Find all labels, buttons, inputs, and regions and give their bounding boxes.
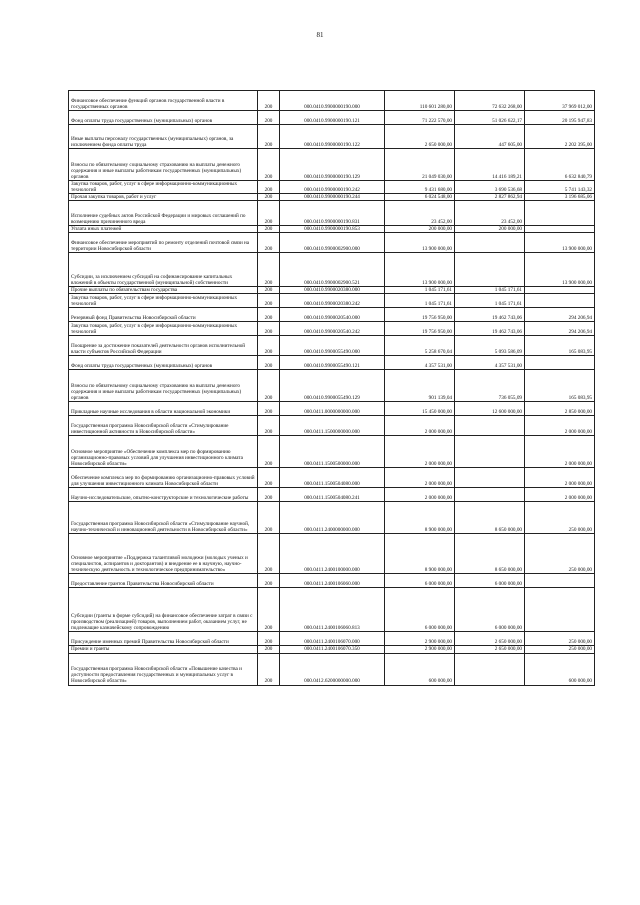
row-classification-code-cell: 000.0410.9900000190.242 bbox=[280, 181, 385, 194]
table-row bbox=[69, 502, 595, 534]
table-row bbox=[69, 402, 595, 416]
row-name-cell: Закупка товаров, работ, услуг в сфере информационно-коммуникационных технологий bbox=[69, 294, 258, 308]
row-classification-code-cell: 000.0412.6200000000.000 bbox=[280, 653, 385, 685]
row-executed-amount-cell: 19 462 743,06 bbox=[455, 308, 525, 322]
row-classification-code-cell: 000.0410.9900000190.853 bbox=[280, 226, 385, 233]
row-name-cell: Взносы по обязательному социальному страхованию на выплаты денежного содержания и иные выплаты работникам государственных (муниципальных) органов bbox=[69, 149, 258, 181]
row-department-code-cell: 200 bbox=[258, 356, 280, 370]
row-name-cell: Резервный фонд Правительства Новосибирской области bbox=[69, 308, 258, 322]
row-department-code-cell: 200 bbox=[258, 201, 280, 226]
row-approved-amount-cell: 6 000 000,00 bbox=[385, 588, 455, 632]
row-unexecuted-amount-cell: 13 900 000,00 bbox=[525, 253, 595, 287]
row-name-cell: Государственная программа Новосибирской области «Стимулирование научной, научно-технической и инновационной деятельности в Новосибирской области» bbox=[69, 502, 258, 534]
table-row bbox=[69, 468, 595, 488]
row-name-cell: Научно-исследовательские, опытно-конструкторские и технологические работы bbox=[69, 488, 258, 502]
row-executed-amount-cell bbox=[455, 488, 525, 502]
row-executed-amount-cell: 8 650 000,00 bbox=[455, 502, 525, 534]
row-approved-amount-cell: 8 900 000,00 bbox=[385, 534, 455, 574]
row-approved-amount-cell: 200 000,00 bbox=[385, 226, 455, 233]
row-name-cell: Поощрение за достижение показателей деятельности органов исполнительной власти субъектов Российской Федерации bbox=[69, 336, 258, 356]
row-executed-amount-cell: 51 026 622,17 bbox=[455, 111, 525, 125]
row-classification-code-cell: 000.0410.9900020380.242 bbox=[280, 294, 385, 308]
row-approved-amount-cell: 9 431 680,00 bbox=[385, 181, 455, 194]
row-executed-amount-cell: 12 600 000,00 bbox=[455, 402, 525, 416]
row-unexecuted-amount-cell: 294 206,94 bbox=[525, 308, 595, 322]
row-department-code-cell: 200 bbox=[258, 436, 280, 468]
row-executed-amount-cell: 19 462 743,06 bbox=[455, 322, 525, 336]
row-name-cell: Субсидии (гранты в форме субсидий) на финансовое обеспечение затрат в связи с производством (реализацией) товаров, выполнением работ, оказанием услуг, не подлежащие казначейскому сопровождению bbox=[69, 588, 258, 632]
row-classification-code-cell: 000.0410.9900000190.000 bbox=[280, 91, 385, 111]
row-unexecuted-amount-cell: 294 206,94 bbox=[525, 322, 595, 336]
row-approved-amount-cell: 15 450 000,00 bbox=[385, 402, 455, 416]
row-name-cell: Фонд оплаты труда государственных (муниципальных) органов bbox=[69, 111, 258, 125]
row-executed-amount-cell bbox=[455, 416, 525, 436]
table-row bbox=[69, 646, 595, 653]
row-name-cell: Финансовое обеспечение функций органов государственной власти в государственных органов bbox=[69, 91, 258, 111]
row-department-code-cell: 200 bbox=[258, 336, 280, 356]
row-executed-amount-cell: 447 605,00 bbox=[455, 125, 525, 149]
table-row bbox=[69, 336, 595, 356]
table-row bbox=[69, 91, 595, 111]
row-executed-amount-cell: 23 452,00 bbox=[455, 201, 525, 226]
row-unexecuted-amount-cell bbox=[525, 574, 595, 588]
row-approved-amount-cell: 901 139,04 bbox=[385, 370, 455, 402]
row-name-cell: Присуждение именных премий Правительства Новосибирской области bbox=[69, 632, 258, 646]
table-row bbox=[69, 488, 595, 502]
row-department-code-cell: 200 bbox=[258, 149, 280, 181]
row-unexecuted-amount-cell: 600 000,00 bbox=[525, 653, 595, 685]
row-name-cell: Основное мероприятие «Поддержка талантливой молодежи (молодых ученых и специалистов, аспирантов и докторантов) и внедрение ее в научную, научно-техническую деятельность и технологическое предпринимательство» bbox=[69, 534, 258, 574]
table-row bbox=[69, 322, 595, 336]
row-classification-code-cell: 000.0411.2400106070.000 bbox=[280, 632, 385, 646]
row-unexecuted-amount-cell bbox=[525, 588, 595, 632]
row-unexecuted-amount-cell bbox=[525, 294, 595, 308]
row-approved-amount-cell: 2 000 000,00 bbox=[385, 416, 455, 436]
row-department-code-cell: 200 bbox=[258, 646, 280, 653]
page-number: 81 bbox=[316, 31, 324, 39]
row-name-cell: Финансовое обеспечение мероприятий по ремонту отделений почтовой связи на территории Новосибирской области bbox=[69, 233, 258, 253]
row-executed-amount-cell: 5 093 586,09 bbox=[455, 336, 525, 356]
row-executed-amount-cell: 8 650 000,00 bbox=[455, 534, 525, 574]
table-row bbox=[69, 194, 595, 201]
row-unexecuted-amount-cell bbox=[525, 356, 595, 370]
row-classification-code-cell: 000.0410.9900000190.122 bbox=[280, 125, 385, 149]
row-executed-amount-cell: 3 690 536,68 bbox=[455, 181, 525, 194]
row-approved-amount-cell: 19 756 950,00 bbox=[385, 322, 455, 336]
row-classification-code-cell: 000.0410.9900000190.244 bbox=[280, 194, 385, 201]
table-row bbox=[69, 253, 595, 287]
row-approved-amount-cell: 2 900 000,00 bbox=[385, 646, 455, 653]
row-department-code-cell: 200 bbox=[258, 632, 280, 646]
table-row bbox=[69, 356, 595, 370]
row-name-cell: Премии и гранты bbox=[69, 646, 258, 653]
row-unexecuted-amount-cell: 5 741 143,32 bbox=[525, 181, 595, 194]
row-name-cell: Государственная программа Новосибирской области «Стимулирование инвестиционной активности в Новосибирской области» bbox=[69, 416, 258, 436]
row-classification-code-cell: 000.0410.9900020540.242 bbox=[280, 322, 385, 336]
row-classification-code-cell: 000.0410.9900002900.521 bbox=[280, 253, 385, 287]
row-unexecuted-amount-cell: 2 000 000,00 bbox=[525, 436, 595, 468]
row-executed-amount-cell: 736 055,09 bbox=[455, 370, 525, 402]
row-name-cell: Исполнение судебных актов Российской Федерации и мировых соглашений по возмещению причиненного вреда bbox=[69, 201, 258, 226]
row-approved-amount-cell: 110 601 280,00 bbox=[385, 91, 455, 111]
row-executed-amount-cell: 2 650 000,00 bbox=[455, 632, 525, 646]
row-classification-code-cell: 000.0410.9900055490.121 bbox=[280, 356, 385, 370]
row-unexecuted-amount-cell: 20 195 947,83 bbox=[525, 111, 595, 125]
row-classification-code-cell: 000.0411.1500504080.000 bbox=[280, 468, 385, 488]
row-department-code-cell: 200 bbox=[258, 468, 280, 488]
row-classification-code-cell: 000.0411.2400106060.813 bbox=[280, 588, 385, 632]
table-row bbox=[69, 370, 595, 402]
row-approved-amount-cell: 1 045 171,61 bbox=[385, 287, 455, 294]
row-department-code-cell: 200 bbox=[258, 91, 280, 111]
row-department-code-cell: 200 bbox=[258, 322, 280, 336]
row-unexecuted-amount-cell: 37 969 012,00 bbox=[525, 91, 595, 111]
row-executed-amount-cell: 200 000,00 bbox=[455, 226, 525, 233]
row-classification-code-cell: 000.0411.2400000000.000 bbox=[280, 502, 385, 534]
row-approved-amount-cell: 2 650 000,00 bbox=[385, 125, 455, 149]
table-row bbox=[69, 111, 595, 125]
table-row bbox=[69, 294, 595, 308]
table-row bbox=[69, 588, 595, 632]
row-approved-amount-cell: 2 900 000,00 bbox=[385, 632, 455, 646]
table-row bbox=[69, 233, 595, 253]
row-name-cell: Предоставление грантов Правительства Новосибирской области bbox=[69, 574, 258, 588]
row-department-code-cell: 200 bbox=[258, 488, 280, 502]
row-name-cell: Закупка товаров, работ, услуг в сфере информационно-коммуникационных технологий bbox=[69, 322, 258, 336]
row-unexecuted-amount-cell: 250 000,00 bbox=[525, 646, 595, 653]
row-classification-code-cell: 000.0410.9900020380.000 bbox=[280, 287, 385, 294]
row-classification-code-cell: 000.0411.1500000000.000 bbox=[280, 416, 385, 436]
row-approved-amount-cell: 2 000 000,00 bbox=[385, 488, 455, 502]
row-executed-amount-cell bbox=[455, 653, 525, 685]
row-unexecuted-amount-cell bbox=[525, 226, 595, 233]
row-classification-code-cell: 000.0410.9900055490.000 bbox=[280, 336, 385, 356]
row-unexecuted-amount-cell: 2 000 000,00 bbox=[525, 468, 595, 488]
table-row bbox=[69, 632, 595, 646]
row-executed-amount-cell bbox=[455, 468, 525, 488]
table-row bbox=[69, 226, 595, 233]
row-classification-code-cell: 000.0410.9900055490.129 bbox=[280, 370, 385, 402]
row-approved-amount-cell: 2 000 000,00 bbox=[385, 468, 455, 488]
row-name-cell: Прикладные научные исследования в области национальной экономики bbox=[69, 402, 258, 416]
row-name-cell: Основное мероприятие «Обеспечение комплекса мер по формированию организационно-правовых условий для улучшения инвестиционного климата Новосибирской области» bbox=[69, 436, 258, 468]
row-department-code-cell: 200 bbox=[258, 534, 280, 574]
row-classification-code-cell: 000.0410.9900020540.000 bbox=[280, 308, 385, 322]
row-unexecuted-amount-cell: 2 000 000,00 bbox=[525, 488, 595, 502]
table-row bbox=[69, 574, 595, 588]
row-classification-code-cell: 000.0410.9900000190.129 bbox=[280, 149, 385, 181]
row-classification-code-cell: 000.0410.9900000190.121 bbox=[280, 111, 385, 125]
row-name-cell: Уплата иных платежей bbox=[69, 226, 258, 233]
row-unexecuted-amount-cell: 250 000,00 bbox=[525, 632, 595, 646]
row-executed-amount-cell bbox=[455, 436, 525, 468]
row-approved-amount-cell: 13 900 000,00 bbox=[385, 253, 455, 287]
row-executed-amount-cell: 72 632 268,00 bbox=[455, 91, 525, 111]
row-executed-amount-cell: 6 000 000,00 bbox=[455, 588, 525, 632]
row-name-cell: Фонд оплаты труда государственных (муниципальных) органов bbox=[69, 356, 258, 370]
row-classification-code-cell: 000.0411.0000000000.000 bbox=[280, 402, 385, 416]
row-department-code-cell: 200 bbox=[258, 370, 280, 402]
row-name-cell: Иные выплаты персоналу государственных (муниципальных) органов, за исключением фонда оплаты труда bbox=[69, 125, 258, 149]
row-approved-amount-cell: 600 000,00 bbox=[385, 653, 455, 685]
row-approved-amount-cell: 6 024 548,00 bbox=[385, 194, 455, 201]
row-department-code-cell: 200 bbox=[258, 111, 280, 125]
row-name-cell: Взносы по обязательному социальному страхованию на выплаты денежного содержания и иные выплаты работникам государственных (муниципальных) органов bbox=[69, 370, 258, 402]
row-name-cell: Обеспечение комплекса мер по формированию организационно-правовых условий для улучшения инвестиционного климата Новосибирской области bbox=[69, 468, 258, 488]
row-department-code-cell: 200 bbox=[258, 294, 280, 308]
row-name-cell: Прочая закупка товаров, работ и услуг bbox=[69, 194, 258, 201]
row-department-code-cell: 200 bbox=[258, 574, 280, 588]
row-department-code-cell: 200 bbox=[258, 125, 280, 149]
row-department-code-cell: 200 bbox=[258, 502, 280, 534]
table-row bbox=[69, 308, 595, 322]
table-row bbox=[69, 416, 595, 436]
row-executed-amount-cell: 2 827 862,94 bbox=[455, 194, 525, 201]
row-department-code-cell: 200 bbox=[258, 308, 280, 322]
row-classification-code-cell: 000.0410.9900002900.000 bbox=[280, 233, 385, 253]
row-classification-code-cell: 000.0411.1500500000.000 bbox=[280, 436, 385, 468]
row-approved-amount-cell: 71 222 570,00 bbox=[385, 111, 455, 125]
row-approved-amount-cell: 21 049 030,00 bbox=[385, 149, 455, 181]
row-approved-amount-cell: 2 000 000,00 bbox=[385, 436, 455, 468]
row-name-cell: Государственная программа Новосибирской области «Повышение качества и доступности предоставления государственных и муниципальных услуг в Новосибирской области» bbox=[69, 653, 258, 685]
row-classification-code-cell: 000.0411.2400106060.000 bbox=[280, 574, 385, 588]
row-department-code-cell: 200 bbox=[258, 194, 280, 201]
row-executed-amount-cell: 2 650 000,00 bbox=[455, 646, 525, 653]
row-executed-amount-cell: 14 416 189,21 bbox=[455, 149, 525, 181]
row-approved-amount-cell: 1 045 171,61 bbox=[385, 294, 455, 308]
table-row bbox=[69, 181, 595, 194]
row-unexecuted-amount-cell: 2 202 395,00 bbox=[525, 125, 595, 149]
row-unexecuted-amount-cell: 2 850 000,00 bbox=[525, 402, 595, 416]
row-executed-amount-cell: 1 045 171,61 bbox=[455, 287, 525, 294]
row-classification-code-cell: 000.0411.2400106070.350 bbox=[280, 646, 385, 653]
row-name-cell: Субсидии, за исключением субсидий на софинансирование капитальных вложений в объекты государственной (муниципальной) собственности bbox=[69, 253, 258, 287]
row-department-code-cell: 200 bbox=[258, 226, 280, 233]
row-approved-amount-cell: 6 000 000,00 bbox=[385, 574, 455, 588]
row-name-cell: Прочие выплаты по обязательствам государства bbox=[69, 287, 258, 294]
row-unexecuted-amount-cell: 165 083,95 bbox=[525, 370, 595, 402]
table-row bbox=[69, 287, 595, 294]
row-department-code-cell: 200 bbox=[258, 181, 280, 194]
row-unexecuted-amount-cell: 13 900 000,00 bbox=[525, 233, 595, 253]
row-unexecuted-amount-cell: 2 000 000,00 bbox=[525, 416, 595, 436]
row-classification-code-cell: 000.0411.2400100000.000 bbox=[280, 534, 385, 574]
row-department-code-cell: 200 bbox=[258, 233, 280, 253]
row-unexecuted-amount-cell: 6 632 840,79 bbox=[525, 149, 595, 181]
row-approved-amount-cell: 8 900 000,00 bbox=[385, 502, 455, 534]
row-department-code-cell: 200 bbox=[258, 416, 280, 436]
row-department-code-cell: 200 bbox=[258, 253, 280, 287]
table-row bbox=[69, 149, 595, 181]
row-executed-amount-cell: 1 045 171,61 bbox=[455, 294, 525, 308]
row-classification-code-cell: 000.0410.9900000190.831 bbox=[280, 201, 385, 226]
row-executed-amount-cell bbox=[455, 253, 525, 287]
row-unexecuted-amount-cell: 165 083,95 bbox=[525, 336, 595, 356]
row-approved-amount-cell: 13 900 000,00 bbox=[385, 233, 455, 253]
row-approved-amount-cell: 19 756 950,00 bbox=[385, 308, 455, 322]
row-executed-amount-cell: 6 000 000,00 bbox=[455, 574, 525, 588]
table-row bbox=[69, 436, 595, 468]
table-row bbox=[69, 653, 595, 685]
row-department-code-cell: 200 bbox=[258, 653, 280, 685]
row-classification-code-cell: 000.0411.1500504080.241 bbox=[280, 488, 385, 502]
row-approved-amount-cell: 5 258 670,04 bbox=[385, 336, 455, 356]
row-unexecuted-amount-cell bbox=[525, 287, 595, 294]
row-unexecuted-amount-cell: 250 000,00 bbox=[525, 534, 595, 574]
table-row bbox=[69, 201, 595, 226]
row-approved-amount-cell: 23 452,00 bbox=[385, 201, 455, 226]
budget-table-body bbox=[69, 91, 595, 686]
row-approved-amount-cell: 4 357 531,00 bbox=[385, 356, 455, 370]
row-executed-amount-cell: 4 357 531,00 bbox=[455, 356, 525, 370]
row-department-code-cell: 200 bbox=[258, 287, 280, 294]
table-row bbox=[69, 125, 595, 149]
row-unexecuted-amount-cell bbox=[525, 201, 595, 226]
row-department-code-cell: 200 bbox=[258, 588, 280, 632]
table-row bbox=[69, 534, 595, 574]
row-unexecuted-amount-cell: 250 000,00 bbox=[525, 502, 595, 534]
row-name-cell: Закупка товаров, работ, услуг в сфере информационно-коммуникационных технологий bbox=[69, 181, 258, 194]
row-unexecuted-amount-cell: 3 196 685,06 bbox=[525, 194, 595, 201]
row-executed-amount-cell bbox=[455, 233, 525, 253]
budget-table bbox=[68, 90, 595, 686]
row-department-code-cell: 200 bbox=[258, 402, 280, 416]
